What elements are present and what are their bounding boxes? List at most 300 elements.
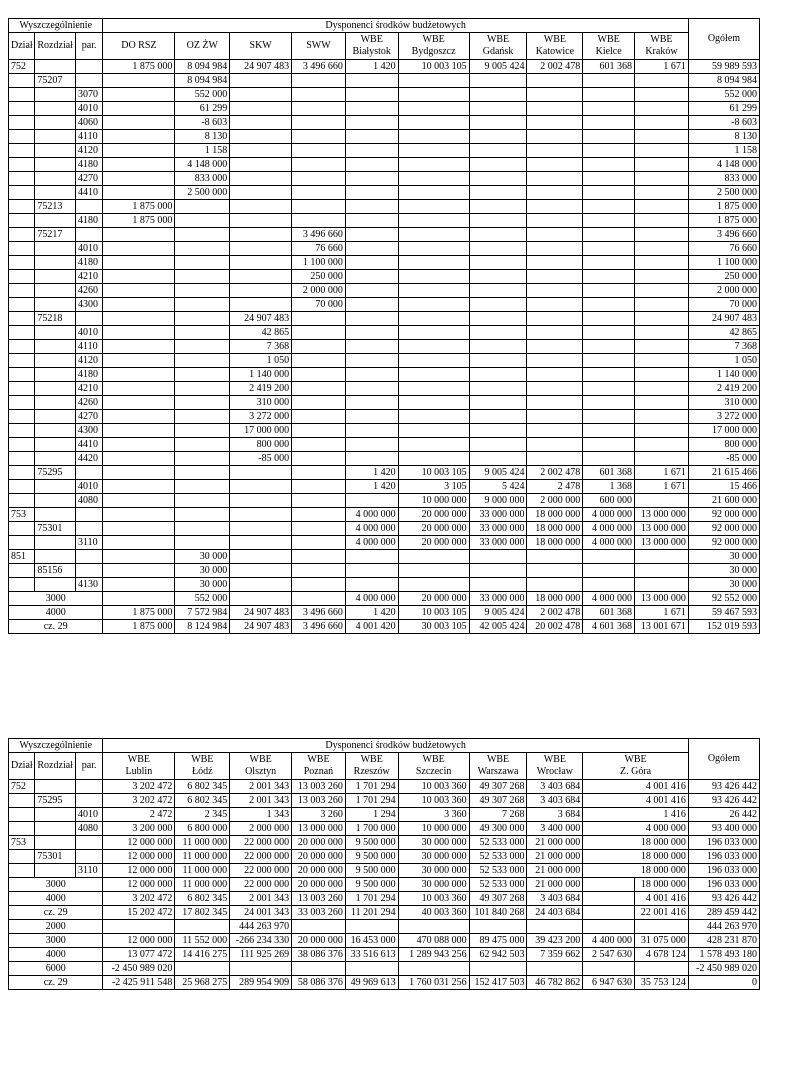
table-row [9,270,760,284]
cell [75,508,102,522]
cell [75,200,102,214]
cell [583,74,635,88]
table-row [9,494,760,508]
column-header-line1: WBE [486,34,510,45]
cell [292,522,346,536]
cell [175,410,230,424]
summary-row [9,906,760,920]
cell [35,536,76,550]
cell [583,396,635,410]
cell [583,270,635,284]
cell [398,564,469,578]
cell [75,522,102,536]
cell: 3 496 660 [292,620,346,634]
cell: 93 426 442 [688,780,759,794]
cell [345,74,398,88]
cell: 42 865 [230,326,292,340]
cell [35,354,76,368]
cell [230,144,292,158]
cell [292,480,346,494]
cell [230,130,292,144]
cell [583,158,635,172]
cell [230,186,292,200]
table-row [9,780,760,794]
summary-row [9,606,760,620]
cell: 9 005 424 [469,606,527,620]
cell [230,298,292,312]
column-header-line2: Katowice [535,46,575,57]
cell [635,214,689,228]
cell [345,88,398,102]
cell: 8 094 984 [175,60,230,74]
cell [103,396,175,410]
table-row [9,438,760,452]
cell [175,522,230,536]
cell [35,424,76,438]
budget-table-1 [8,18,760,634]
cell [469,382,527,396]
cell [469,396,527,410]
cell: 851 [9,550,35,564]
table-row [9,480,760,494]
cell: -85 000 [688,452,759,466]
cell: 2 002 478 [527,466,583,480]
cell: 2 000 000 [688,284,759,298]
cell: 52 533 000 [469,864,527,878]
cell [635,424,689,438]
cell: 21 000 000 [527,878,583,892]
cell [9,564,35,578]
cell [230,508,292,522]
cell: 10 000 000 [398,822,469,836]
cell: 2 345 [175,808,230,822]
cell [230,158,292,172]
cell [9,158,35,172]
cell [583,102,635,116]
cell: 33 000 000 [469,592,527,606]
cell [398,424,469,438]
cell: 8 130 [175,130,230,144]
cell: 16 453 000 [345,934,398,948]
cell [35,382,76,396]
cell [103,508,175,522]
cell [635,410,689,424]
cell: 61 299 [688,102,759,116]
cell: 20 002 478 [527,620,583,634]
cell: 75213 [35,200,76,214]
column-header-line2: Kraków [645,46,678,57]
cell [103,158,175,172]
cell [9,186,35,200]
cell [75,836,102,850]
cell: 92 552 000 [688,592,759,606]
cell: 39 423 200 [527,934,583,948]
cell [398,116,469,130]
table-row [9,466,760,480]
cell: 9 500 000 [345,836,398,850]
table-row [9,214,760,228]
cell: 753 [9,508,35,522]
cell: 3 496 660 [292,228,346,242]
column-header-line2: Łódź [192,766,213,777]
cell: 1 100 000 [688,256,759,270]
cell [469,144,527,158]
cell: 75295 [35,466,76,480]
budget-table-2 [8,738,760,990]
cell: 20 000 000 [292,836,346,850]
cell: 31 075 000 [635,934,689,948]
cell [583,410,635,424]
cell [469,284,527,298]
cell: 1 671 [635,606,689,620]
table-row [9,242,760,256]
cell [103,354,175,368]
cell [292,424,346,438]
cell [345,102,398,116]
cell [345,550,398,564]
cell: 85156 [35,564,76,578]
cell [345,368,398,382]
cell [230,116,292,130]
cell: 33 516 613 [345,948,398,962]
cell: 4010 [75,102,102,116]
dysponent-column-header [230,33,292,60]
cell: 4130 [75,578,102,592]
table-row [9,88,760,102]
cell [292,88,346,102]
cell: 4 000 000 [583,508,635,522]
table-row [9,172,760,186]
cell [292,130,346,144]
cell: 93 400 000 [688,822,759,836]
cell: 1 100 000 [292,256,346,270]
cell [583,550,635,564]
cell [635,284,689,298]
dysponent-column-header [469,753,527,780]
cell: 4120 [75,354,102,368]
cell [398,312,469,326]
table-row [9,256,760,270]
cell [9,116,35,130]
cell [9,864,35,878]
cell: 30 000 [688,550,759,564]
cell [9,242,35,256]
cell [292,368,346,382]
cell [635,340,689,354]
cell: 11 000 000 [175,878,230,892]
cell: 24 907 483 [230,60,292,74]
cell [9,214,35,228]
cell [35,508,76,522]
cell [35,102,76,116]
cell [583,962,635,976]
summary-label: 4000 [9,948,103,962]
cell [9,410,35,424]
cell: 18 000 000 [583,836,689,850]
cell [103,424,175,438]
cell [583,298,635,312]
cell: 444 263 970 [688,920,759,934]
cell [175,340,230,354]
cell [398,284,469,298]
cell [35,158,76,172]
cell [527,438,583,452]
cell [345,564,398,578]
cell [635,396,689,410]
cell: 4 678 124 [635,948,689,962]
cell [175,242,230,256]
cell: 4270 [75,172,102,186]
cell: 1 671 [635,480,689,494]
cell [345,382,398,396]
cell: 92 000 000 [688,508,759,522]
cell [527,340,583,354]
cell: 12 000 000 [103,878,175,892]
cell: 92 000 000 [688,522,759,536]
cell [398,298,469,312]
column-header-line2: Z. Góra [620,766,652,777]
cell [469,186,527,200]
cell [9,494,35,508]
cell: 76 660 [292,242,346,256]
cell [35,550,76,564]
cell: 1 875 000 [103,214,175,228]
cell [527,74,583,88]
dzial-header: Dział [9,33,35,60]
cell: 1 140 000 [688,368,759,382]
cell: 33 000 000 [469,536,527,550]
cell [35,780,76,794]
cell [292,74,346,88]
cell: 20 000 000 [398,508,469,522]
cell [527,270,583,284]
dysponenci-header: Dysponenci środków budżetowych [103,19,688,33]
cell: 6 800 000 [175,822,230,836]
cell [635,382,689,396]
cell [103,242,175,256]
cell [345,494,398,508]
cell [345,242,398,256]
dysponent-column-header [175,33,230,60]
cell: 42 865 [688,326,759,340]
cell: 30 000 000 [398,864,469,878]
cell [35,172,76,186]
cell [103,102,175,116]
cell [635,200,689,214]
cell: 800 000 [688,438,759,452]
cell: 5 424 [469,480,527,494]
cell: 75301 [35,522,76,536]
cell [103,172,175,186]
column-header-line1: WBE [422,34,445,45]
cell: 4270 [75,410,102,424]
cell [35,368,76,382]
cell [398,200,469,214]
cell [103,920,175,934]
cell: 4 148 000 [688,158,759,172]
column-header-line1: WBE [360,34,383,45]
cell [230,480,292,494]
dysponent-column-header [527,753,583,780]
cell [635,158,689,172]
cell: 4060 [75,116,102,130]
cell [9,228,35,242]
column-header-line1: WBE [422,754,445,765]
column-header-line1: WBE [650,34,673,45]
cell [345,158,398,172]
cell: 3 496 660 [292,606,346,620]
cell [292,312,346,326]
cell [230,522,292,536]
cell [635,578,689,592]
cell [469,326,527,340]
cell: 4180 [75,214,102,228]
cell: 3110 [75,536,102,550]
cell: 6 947 630 [583,976,635,990]
cell [292,410,346,424]
cell [35,480,76,494]
total-header: Ogółem [688,19,759,60]
cell [398,228,469,242]
cell [292,508,346,522]
cell: 4410 [75,438,102,452]
column-header-line1: WBE [191,754,214,765]
table-row [9,424,760,438]
cell: 1 420 [345,60,398,74]
spec-header: Wyszczególnienie [9,739,103,753]
cell: 70 000 [292,298,346,312]
cell: 8 124 984 [175,620,230,634]
cell [292,340,346,354]
cell [35,340,76,354]
table-row [9,158,760,172]
cell [9,284,35,298]
cell [175,466,230,480]
dzial-header: Dział [9,753,35,780]
summary-row [9,620,760,634]
cell: 1 343 [230,808,292,822]
cell: 152 019 593 [688,620,759,634]
cell [635,438,689,452]
cell: 1 158 [688,144,759,158]
cell: 9 500 000 [345,878,398,892]
cell [230,200,292,214]
cell: 24 907 483 [230,312,292,326]
cell [230,74,292,88]
cell [345,256,398,270]
cell: 46 782 862 [527,976,583,990]
cell: 470 088 000 [398,934,469,948]
cell [35,60,76,74]
cell [292,564,346,578]
cell: 3 260 [292,808,346,822]
rozdzial-header: Rozdział [35,753,76,780]
cell [583,130,635,144]
cell [103,382,175,396]
cell [583,326,635,340]
summary-row [9,920,760,934]
cell [583,340,635,354]
cell: 9 500 000 [345,850,398,864]
column-header-line2: Rzeszów [353,766,390,777]
cell: 1 050 [230,354,292,368]
cell [35,116,76,130]
cell: 18 000 000 [527,508,583,522]
cell: 13 000 000 [635,508,689,522]
cell [583,144,635,158]
cell: 75207 [35,74,76,88]
cell [398,214,469,228]
cell [175,354,230,368]
cell: 13 003 260 [292,892,346,906]
cell [103,452,175,466]
cell: 2 000 000 [292,284,346,298]
cell [35,144,76,158]
cell [345,424,398,438]
cell: 833 000 [175,172,230,186]
cell [9,536,35,550]
dysponenci-header: Dysponenci środków budżetowych [103,739,688,753]
cell [345,396,398,410]
cell [103,88,175,102]
summary-row [9,878,760,892]
cell [345,200,398,214]
column-header-line2: Szczecin [415,766,452,777]
cell [35,438,76,452]
cell [345,116,398,130]
cell [230,494,292,508]
cell: 4010 [75,242,102,256]
column-header-line2: Bydgoszcz [411,46,456,57]
cell [35,298,76,312]
cell: 2 500 000 [175,186,230,200]
cell [635,172,689,186]
cell [9,298,35,312]
cell: 25 968 275 [175,976,230,990]
cell [583,368,635,382]
cell [9,74,35,88]
cell: 13 003 260 [292,794,346,808]
cell [230,228,292,242]
dysponent-column-header [345,753,398,780]
cell: 18 000 000 [527,536,583,550]
cell: 13 000 000 [292,822,346,836]
cell [583,382,635,396]
cell: 1 701 294 [345,794,398,808]
cell: 196 033 000 [688,850,759,864]
cell [527,312,583,326]
cell [398,270,469,284]
cell [398,340,469,354]
cell: 4120 [75,144,102,158]
cell [398,452,469,466]
cell [469,564,527,578]
cell [103,550,175,564]
cell [230,270,292,284]
cell: 1 701 294 [345,780,398,794]
cell: 2 419 200 [230,382,292,396]
cell: 21 000 000 [527,850,583,864]
cell [9,270,35,284]
table-row [9,102,760,116]
cell: 11 552 000 [175,934,230,948]
dysponent-column-header [230,753,292,780]
cell [175,480,230,494]
summary-label: 2000 [9,920,103,934]
cell: 4080 [75,822,102,836]
cell: 552 000 [688,88,759,102]
cell [9,438,35,452]
